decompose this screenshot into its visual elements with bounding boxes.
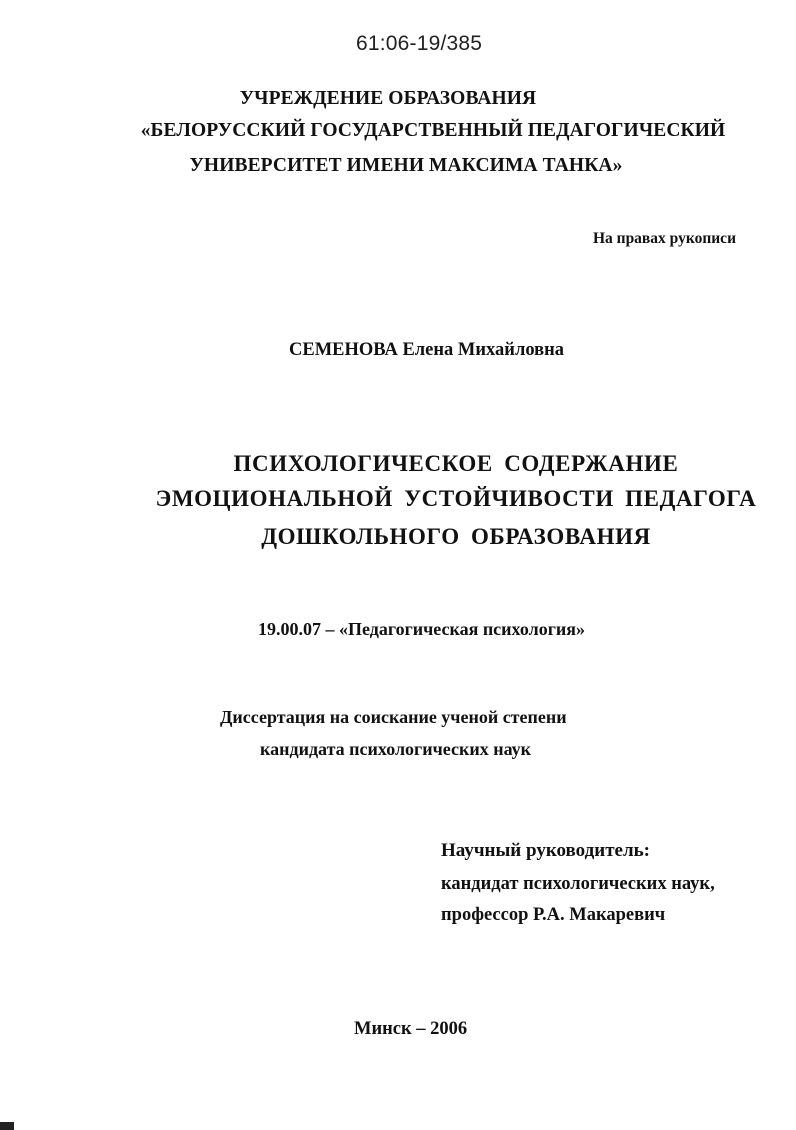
supervisor-heading: Научный руководитель:: [441, 840, 650, 861]
thesis-title-line-1: ПСИХОЛОГИЧЕСКОЕ СОДЕРЖАНИЕ: [233, 451, 679, 476]
author-surname: СЕМЕНОВА: [289, 340, 398, 360]
thesis-title-line-2: ЭМОЦИОНАЛЬНОЙ УСТОЙЧИВОСТИ ПЕДАГОГА: [155, 486, 757, 511]
author-given-names: Елена Михайловна: [402, 340, 565, 360]
dissertation-degree-line-2: кандидата психологических наук: [260, 739, 532, 759]
place-and-year: Минск – 2006: [354, 1019, 468, 1039]
specialty-code: 19.00.07 – «Педагогическая психология»: [258, 619, 586, 639]
supervisor-degree: кандидат психологических наук,: [441, 874, 715, 894]
catalog-code: 61:06-19/385: [356, 32, 483, 55]
institution-line-1: УЧРЕЖДЕНИЕ ОБРАЗОВАНИЯ: [239, 88, 537, 109]
institution-line-3: УНИВЕРСИТЕТ ИМЕНИ МАКСИМА ТАНКА»: [189, 155, 623, 176]
supervisor-name: профессор Р.А. Макаревич: [441, 905, 666, 925]
scan-edge-mark: [0, 1122, 14, 1130]
author-name: [289, 340, 564, 361]
dissertation-degree-line-1: Диссертация на соискание ученой степени: [220, 707, 567, 727]
institution-line-2: «БЕЛОРУССКИЙ ГОСУДАРСТВЕННЫЙ ПЕДАГОГИЧЕСКИЙ: [140, 120, 726, 141]
thesis-title-line-3: ДОШКОЛЬНОГО ОБРАЗОВАНИЯ: [261, 524, 651, 549]
manuscript-rights-note: На правах рукописи: [592, 230, 736, 247]
